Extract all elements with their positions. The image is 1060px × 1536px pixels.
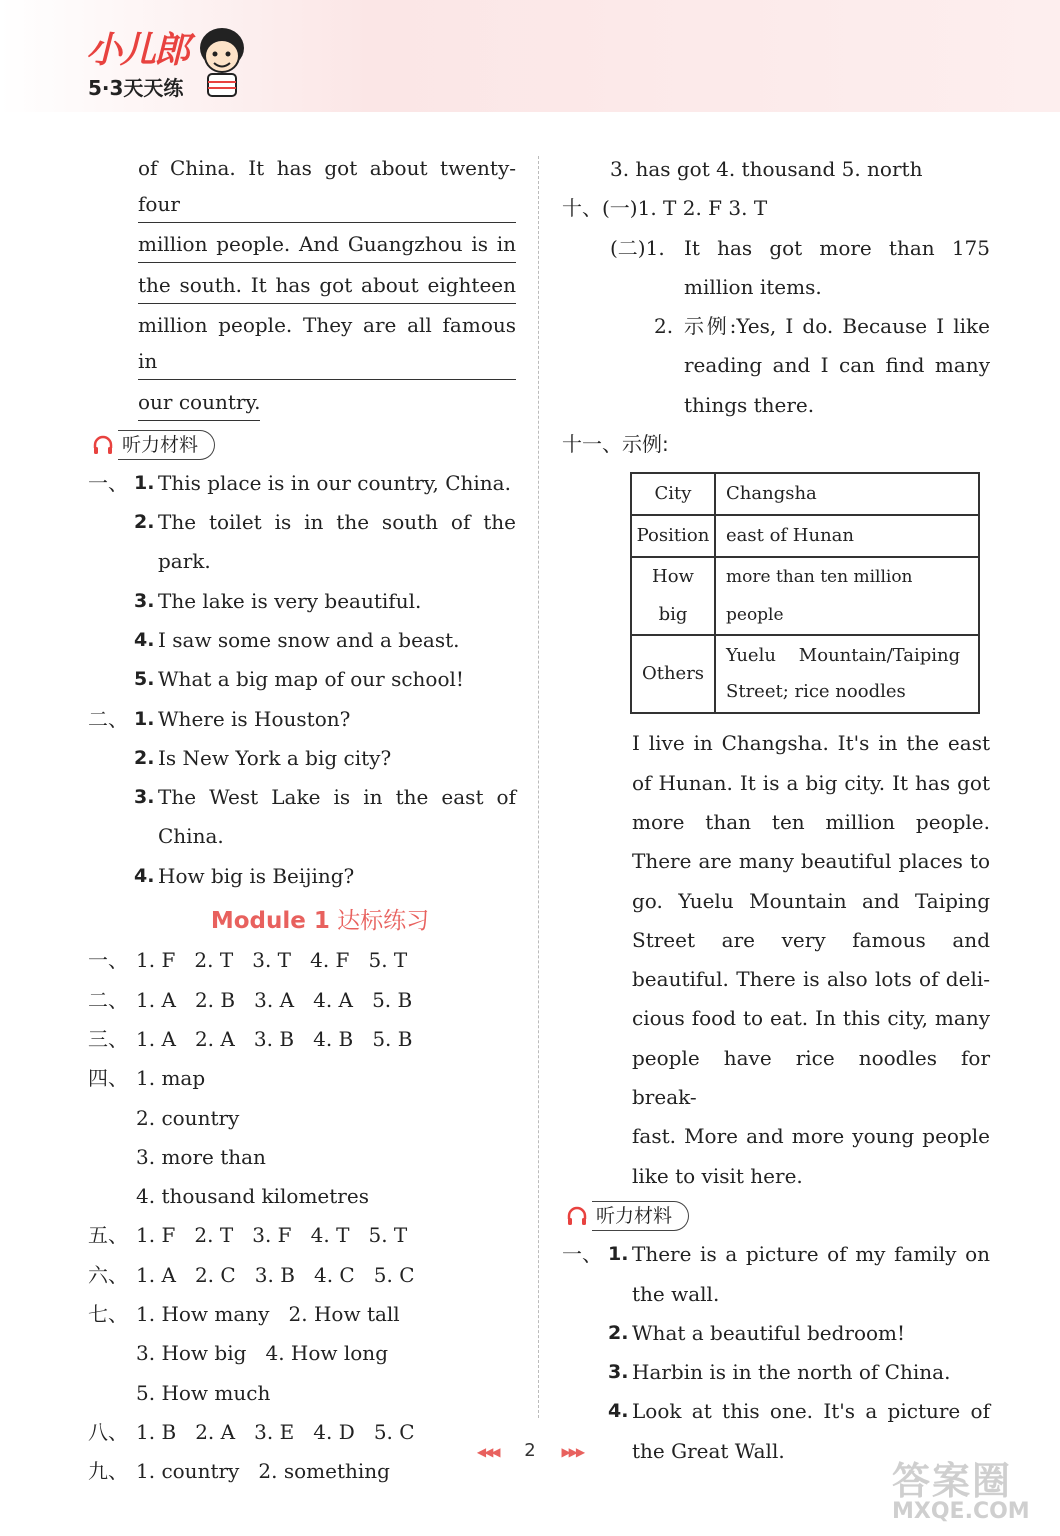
- list-item: [562, 1392, 990, 1431]
- listening-header: [562, 1196, 990, 1235]
- essay-continued: [88, 150, 516, 424]
- section-mark: [88, 739, 134, 778]
- item-text: There is a picture of my family on: [632, 1242, 990, 1267]
- left-column: [88, 150, 516, 1492]
- list-item: [88, 1295, 516, 1334]
- essay-line: of China. It has got about twenty-four: [138, 150, 516, 223]
- section-mark: [562, 1314, 608, 1353]
- section-mark: [88, 1177, 136, 1216]
- section-mark: 五、: [88, 1223, 128, 1248]
- item-text: China.: [158, 824, 224, 849]
- item-text: the Great Wall.: [632, 1438, 785, 1463]
- essay-line: the south. It has got about eighteen: [138, 267, 516, 304]
- section-mark: [88, 1334, 136, 1373]
- section-mark: [88, 621, 134, 660]
- essay-line: million people. And Guangzhou is in: [138, 226, 516, 263]
- item-text: What a big map of our school!: [158, 667, 464, 692]
- series-name: 5·3天天练: [88, 76, 184, 100]
- section-mark: 八、: [88, 1419, 128, 1444]
- section-mark: 二、: [88, 706, 128, 731]
- item-text: 1. A 2. B 3. A 4. A 5. B: [136, 987, 413, 1012]
- item-text: 1. F 2. T 3. T 4. F 5. T: [136, 948, 408, 973]
- item-text: 1. country 2. something: [136, 1459, 390, 1484]
- list-item: [88, 1059, 516, 1098]
- essay-line: people have rice noodles for break-: [632, 1045, 990, 1110]
- list-item: [88, 542, 516, 581]
- prev-arrows-icon: ◀◀◀: [476, 1445, 499, 1459]
- section-mark: [88, 660, 134, 699]
- list-item: [562, 1275, 990, 1314]
- table-row: [631, 473, 979, 515]
- list-item: [88, 817, 516, 856]
- table-row: [631, 557, 979, 635]
- answer-row: 2. 示例:Yes, I do. Because I like: [654, 314, 990, 339]
- section-mark: 一、: [88, 470, 128, 495]
- table-key: Position: [631, 515, 715, 557]
- list-item: [562, 1314, 990, 1353]
- answer-row: things there.: [684, 392, 815, 417]
- section-mark: 四、: [88, 1066, 128, 1091]
- list-item: [88, 582, 516, 621]
- item-text: 1. How many 2. How tall: [136, 1302, 400, 1327]
- essay-line: fast. More and more young people: [632, 1124, 990, 1149]
- essay-line: cious food to eat. In this city, many: [632, 1006, 990, 1031]
- section-mark: [88, 1138, 136, 1177]
- item-number: 2.: [134, 746, 155, 769]
- item-number: [134, 542, 158, 581]
- list-item: [88, 503, 516, 542]
- item-text: Where is Houston?: [158, 706, 351, 731]
- table-row: [631, 635, 979, 713]
- list-item: [88, 660, 516, 699]
- item-text: I saw some snow and a beast.: [158, 627, 460, 652]
- item-number: 4.: [134, 864, 155, 887]
- item-number: 1.: [608, 1243, 629, 1266]
- item-number: 2.: [134, 511, 155, 534]
- table-key: City: [631, 473, 715, 515]
- section-mark: [88, 1099, 136, 1138]
- list-item: [88, 700, 516, 739]
- section-mark: [562, 1392, 608, 1431]
- item-text: Look at this one. It's a picture of: [632, 1399, 990, 1424]
- item-number: 4.: [134, 628, 155, 651]
- essay-line: I live in Changsha. It's in the east: [632, 731, 990, 756]
- table-key: Others: [631, 635, 715, 713]
- essay-line: go. Yuelu Mountain and Taiping: [632, 888, 990, 913]
- item-number: 3.: [134, 786, 155, 809]
- list-item: [88, 464, 516, 503]
- section-mark: [88, 503, 134, 542]
- brand-name: 小儿郎: [86, 30, 189, 71]
- item-number: 1.: [134, 707, 155, 730]
- list-item: [88, 941, 516, 980]
- section-mark: [88, 817, 134, 856]
- city-info-table: [630, 472, 980, 714]
- section-mark: 九、: [88, 1459, 128, 1484]
- page-number: 2: [524, 1440, 536, 1461]
- item-text: 1. map: [136, 1066, 206, 1091]
- answer-list: [88, 941, 516, 1491]
- item-text: the wall.: [632, 1281, 720, 1306]
- section-label: 十一、示例:: [562, 432, 669, 457]
- section-mark: [562, 1353, 608, 1392]
- item-number: 3.: [608, 1361, 629, 1384]
- item-number: [608, 1275, 632, 1314]
- list-item: [88, 1138, 516, 1177]
- essay-line: Street are very famous and: [632, 927, 990, 952]
- list-item: [88, 1020, 516, 1059]
- item-text: 3. more than: [136, 1144, 266, 1169]
- answer-row: (二)1. It has got more than 175: [610, 235, 990, 260]
- item-text: The toilet is in the south of the: [158, 510, 516, 535]
- item-text: 2. country: [136, 1105, 240, 1130]
- section-mark: 一、: [88, 948, 128, 973]
- essay-line: million people. They are all famous in: [138, 307, 516, 380]
- answer-row: 3. has got 4. thousand 5. north: [610, 157, 923, 181]
- item-text: park.: [158, 549, 211, 574]
- item-number: 2.: [608, 1321, 629, 1344]
- mascot-icon: [194, 22, 250, 100]
- list-item: [88, 621, 516, 660]
- item-number: 1.: [134, 471, 155, 494]
- item-text: Harbin is in the north of China.: [632, 1360, 951, 1385]
- section-mark: 一、: [562, 1242, 602, 1267]
- item-text: 1. A 2. C 3. B 4. C 5. C: [136, 1262, 415, 1287]
- listening-list: [562, 1235, 990, 1471]
- section-mark: 六、: [88, 1262, 128, 1287]
- item-text: The lake is very beautiful.: [158, 588, 422, 613]
- item-text: How big is Beijing?: [158, 863, 355, 888]
- essay-line: our country.: [138, 383, 516, 424]
- essay-line: more than ten million people.: [632, 809, 990, 834]
- model-essay: [562, 724, 990, 1196]
- item-text: What a beautiful bedroom!: [632, 1320, 906, 1345]
- brand-logo: [86, 22, 256, 102]
- module-title: Module 1 达标练习: [210, 908, 430, 935]
- next-arrows-icon: ▶▶▶: [561, 1445, 584, 1459]
- list-item: [88, 1374, 516, 1413]
- watermark: 答案圈 MXQE.COM: [892, 1459, 1030, 1524]
- table-key: How big: [631, 557, 715, 635]
- list-item: [88, 1177, 516, 1216]
- list-item: [88, 1099, 516, 1138]
- answer-row: 十、(一)1. T 2. F 3. T: [562, 196, 768, 221]
- column-divider: [538, 156, 539, 1418]
- section-mark: 七、: [88, 1302, 128, 1327]
- section-mark: 三、: [88, 1026, 128, 1051]
- list-item: [562, 1353, 990, 1392]
- essay-line: of Hunan. It is a big city. It has got: [632, 770, 990, 795]
- item-text: 1. A 2. A 3. B 4. B 5. B: [136, 1026, 413, 1051]
- table-value: Yuelu Mountain/Taiping Street; rice noodles: [715, 635, 979, 713]
- headphones-icon: [92, 434, 114, 456]
- table-value: Changsha: [715, 473, 979, 515]
- listening-tag: 听力材料: [118, 430, 215, 460]
- list-item: [88, 1256, 516, 1295]
- section-mark: [88, 857, 134, 896]
- essay-line: There are many beautiful places to: [632, 849, 990, 874]
- table-value: more than ten million people: [715, 557, 979, 635]
- headphones-icon: [566, 1205, 588, 1227]
- item-number: 4.: [608, 1400, 629, 1423]
- item-text: 1. F 2. T 3. F 4. T 5. T: [136, 1223, 408, 1248]
- right-column: [562, 150, 990, 1471]
- item-number: 5.: [134, 668, 155, 691]
- item-text: Is New York a big city?: [158, 745, 392, 770]
- item-text: 4. thousand kilometres: [136, 1184, 369, 1209]
- section-mark: [88, 778, 134, 817]
- answer-row: reading and I can find many: [684, 353, 990, 378]
- answer-row: million items.: [684, 274, 822, 299]
- section-mark: 二、: [88, 987, 128, 1012]
- section-mark: [88, 542, 134, 581]
- listening-header: [88, 424, 516, 463]
- essay-line: like to visit here.: [632, 1163, 803, 1188]
- section-mark: [88, 582, 134, 621]
- list-item: [88, 739, 516, 778]
- list-item: [88, 1216, 516, 1255]
- list-item: [88, 857, 516, 896]
- list-item: [88, 981, 516, 1020]
- list-item: [562, 1235, 990, 1274]
- table-value: east of Hunan: [715, 515, 979, 557]
- list-item: [88, 778, 516, 817]
- list-item: [88, 1334, 516, 1373]
- section-mark: [88, 1374, 136, 1413]
- item-text: The West Lake is in the east of: [158, 785, 516, 810]
- listening-list: [88, 464, 516, 896]
- item-text: 1. B 2. A 3. E 4. D 5. C: [136, 1419, 415, 1444]
- item-text: 5. How much: [136, 1380, 271, 1405]
- essay-line: beautiful. There is also lots of deli-: [632, 967, 990, 992]
- table-row: [631, 515, 979, 557]
- item-number: [134, 817, 158, 856]
- item-number: 3.: [134, 589, 155, 612]
- section-mark: [562, 1275, 608, 1314]
- item-text: 3. How big 4. How long: [136, 1341, 388, 1366]
- item-text: This place is in our country, China.: [158, 470, 511, 495]
- listening-tag: 听力材料: [592, 1201, 689, 1231]
